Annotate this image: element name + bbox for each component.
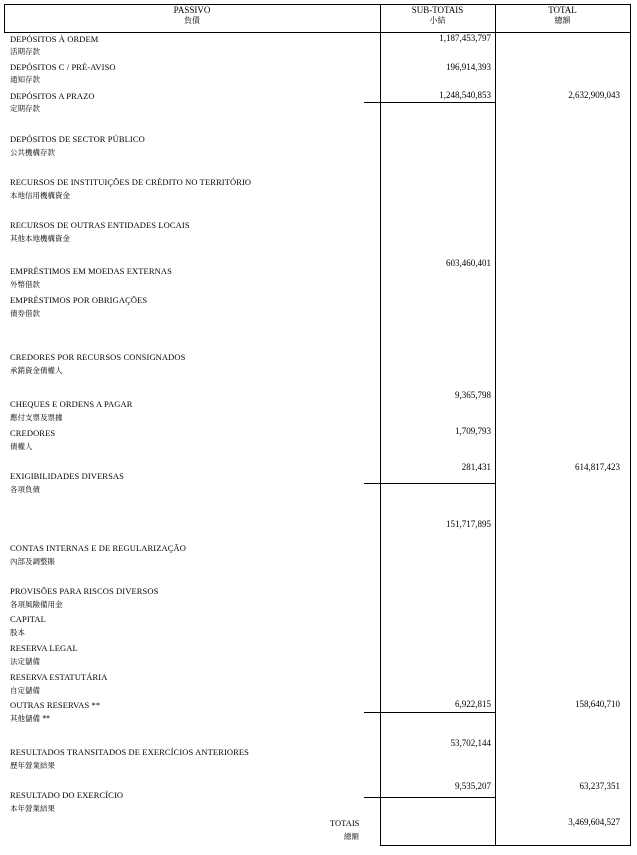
subtotal-depositos-ordem: 1,187,453,797 — [439, 33, 491, 43]
col-sep-subtotal-left — [380, 4, 381, 846]
row-label-zh: 活期存款 — [10, 47, 40, 56]
row-label: RECURSOS DE INSTITUIÇÕES DE CRÉDITO NO TERRITÓRIO — [10, 177, 252, 187]
header-passivo-zh: 負債 — [184, 16, 200, 25]
row-label: CAPITAL — [10, 614, 46, 624]
row-label-zh: 通知存款 — [10, 75, 40, 84]
row-label: DEPÓSITOS C / PRÉ-AVISO — [10, 62, 116, 72]
row-label-zh: 歷年營業結果 — [10, 761, 55, 770]
header-subtotais-label: SUB-TOTAIS — [411, 5, 464, 15]
row-label-zh: 內部及調整賬 — [10, 557, 55, 566]
row-label: RECURSOS DE OUTRAS ENTIDADES LOCAIS — [10, 220, 190, 230]
subtotal-emprestimos-moedas: 603,460,401 — [446, 258, 491, 268]
row-label: EXIGIBILIDADES DIVERSAS — [10, 471, 124, 481]
row-label: CONTAS INTERNAS E DE REGULARIZAÇÃO — [10, 543, 187, 553]
subtotal-depositos-pre-aviso: 196,914,393 — [446, 62, 491, 72]
header-passivo-label: PASSIVO — [173, 5, 211, 15]
header-subtotais — [380, 5, 495, 25]
row-label-zh: 定期存款 — [10, 104, 40, 113]
subtotal-cheques: 9,365,798 — [455, 390, 491, 400]
row-label-zh: 股本 — [10, 628, 25, 637]
row-label-zh: 各項風險備用金 — [10, 600, 63, 609]
subtotal-depositos-prazo: 1,248,540,853 — [439, 90, 491, 100]
subtotal-contas-internas: 151,717,895 — [446, 519, 491, 529]
totais-label-zh: 總額 — [344, 832, 359, 841]
row-label: RESERVA ESTATUTÁRIA — [10, 672, 108, 682]
row-label: CREDORES — [10, 428, 56, 438]
row-label-zh: 自定儲備 — [10, 686, 40, 695]
frame-bottom — [380, 845, 631, 846]
row-label: RESULTADO DO EXERCÍCIO — [10, 790, 124, 800]
row-label-zh: 本年營業結果 — [10, 804, 55, 813]
subtotal-credores: 1,709,793 — [455, 426, 491, 436]
row-label: EMPRÉSTIMOS POR OBRIGAÇÕES — [10, 295, 148, 305]
header-passivo — [4, 5, 380, 25]
row-label: DEPÓSITOS DE SECTOR PÚBLICO — [10, 134, 145, 144]
row-label: EMPRÉSTIMOS EM MOEDAS EXTERNAS — [10, 266, 172, 276]
subtotal-resultados-transitados: 53,702,144 — [450, 738, 491, 748]
row-label: OUTRAS RESERVAS ** — [10, 700, 101, 710]
grand-total: 3,469,604,527 — [568, 817, 620, 827]
row-label-zh: 其他儲備 ** — [10, 714, 50, 723]
subtotal-outras-reservas: 6,922,815 — [455, 699, 491, 709]
total-resultados: 63,237,351 — [579, 781, 620, 791]
row-label-zh: 本地信用機構資金 — [10, 191, 70, 200]
row-label: DEPÓSITOS À ORDEM — [10, 34, 99, 44]
header-total-label: TOTAL — [548, 5, 577, 15]
subtotal-exigibilidades: 281,431 — [461, 462, 491, 472]
row-label: CREDORES POR RECURSOS CONSIGNADOS — [10, 352, 186, 362]
group-line-3 — [364, 712, 496, 713]
row-label-zh: 債權人 — [10, 442, 33, 451]
col-sep-total-left — [495, 4, 496, 846]
row-label: DEPÓSITOS A PRAZO — [10, 91, 95, 101]
subtotal-resultado-exercicio: 9,535,207 — [455, 781, 491, 791]
row-label-zh: 其他本地機構資金 — [10, 234, 70, 243]
header-total — [495, 5, 630, 25]
row-label-zh: 承銷資金債權人 — [10, 366, 63, 375]
row-label-zh: 法定儲備 — [10, 657, 40, 666]
row-label: CHEQUES E ORDENS A PAGAR — [10, 399, 133, 409]
header-total-zh: 總額 — [554, 16, 571, 25]
row-label: PROVISÕES PARA RISCOS DIVERSOS — [10, 586, 159, 596]
row-label-zh: 應付支票及票據 — [10, 413, 63, 422]
row-label-zh: 債券借款 — [10, 309, 40, 318]
group-line-4 — [364, 797, 496, 798]
row-label-zh: 各項負債 — [10, 485, 40, 494]
group-line-1 — [364, 102, 496, 103]
row-label-zh: 公共機構存款 — [10, 148, 55, 157]
frame-right — [630, 4, 631, 846]
total-exigibilidades: 614,817,423 — [575, 462, 620, 472]
row-label: RESULTADOS TRANSITADOS DE EXERCÍCIOS ANTERIORES — [10, 747, 249, 757]
header-subtotais-zh: 小結 — [429, 16, 446, 25]
total-depositos: 2,632,909,043 — [568, 90, 620, 100]
total-reservas: 158,640,710 — [575, 699, 620, 709]
row-label-zh: 外幣借款 — [10, 280, 40, 289]
row-label: RESERVA LEGAL — [10, 643, 78, 653]
totais-label: TOTAIS — [330, 818, 360, 828]
header-bottom-line — [4, 32, 631, 33]
group-line-2 — [364, 483, 496, 484]
